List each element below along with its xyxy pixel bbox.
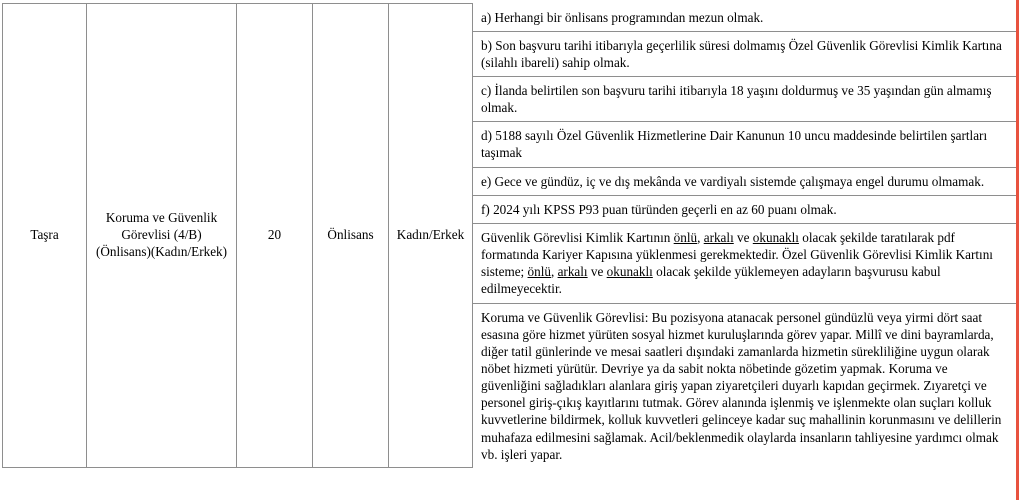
note-seg-5: , (550, 264, 558, 280)
duty-description-row (473, 303, 1017, 468)
requirement-row-c (473, 76, 1017, 121)
education-text: Önlisans (327, 227, 374, 243)
duty-description-text: Koruma ve Güvenlik Görevlisi: Bu pozisyona atanacak personel gündüzlü veya yirmi dört saat esasına göre hizmet yürüten sosyal hizmet kuruluşlarında görev yapar. Millî ve dini bayramlarda, diğer tatil günlerinde ve mesai saatleri dışındaki zamanlarda hizmetin sürekliliğine uygun olarak nöbet hizmeti yürütür. Devriye ya da sabit nokta nöbetinde gözetim yapmak. Koruma ve güvenliğini sağladıkları alanlara giriş yapan ziyaretçileri duyarlı kapıdan geçirmek. Zıyaretçi ve personel giriş-çıkış kayıtlarını tutmak. Görev alanında işlenmiş ve işlenmekte olan suçları kolluk kuvvetlerine bildirmek, kolluk kuvvetleri gelinceye kadar suç mahallinin korunmasını ve delillerin muhafaza edilmesini sağlamak. Acil/beklenmedik olaylarda insanların tahliyesine yardımcı olmak vb. işleri yapar. (473, 303, 1017, 468)
requirement-text-d: d) 5188 sayılı Özel Güvenlik Hizmetlerine Dair Kanunun 10 uncu maddesinde belirtilen şartları taşımak (473, 122, 1017, 167)
cell-requirements (473, 4, 1017, 468)
position-title-line-1: Koruma ve Güvenlik (105, 210, 218, 226)
requirement-text-a: a) Herhangi bir önlisans programından mezun olmak. (473, 4, 1017, 32)
right-margin-accent-rule (1016, 0, 1019, 500)
requirements-list-table (473, 4, 1017, 468)
requirement-row-d (473, 122, 1017, 167)
cell-location (3, 4, 87, 468)
requirement-text-e: e) Gece ve gündüz, iç ve dış mekânda ve vardiyalı sistemde çalışmaya engel durumu olmamak. (473, 167, 1017, 195)
note-seg-1: Güvenlik Görevlisi Kimlik Kartının (481, 229, 674, 245)
cell-quantity (237, 4, 313, 468)
requirement-text-f: f) 2024 yılı KPSS P93 puan türünden geçerli en az 60 puanı olmak. (473, 195, 1017, 223)
note-underline-okunakli-1: okunaklı (752, 229, 799, 245)
id-card-note-row (473, 223, 1017, 303)
note-seg-7: olacak şekilde yüklemeyen adayların başvurusu kabul edilmeyecektir. (481, 264, 941, 297)
note-seg-6: ve (587, 264, 607, 280)
recruitment-requirements-table (2, 3, 1017, 468)
note-underline-onlu-2: önlü (527, 264, 551, 280)
cell-gender (389, 4, 473, 468)
note-underline-arkali-1: arkalı (703, 229, 734, 245)
requirement-row-b (473, 31, 1017, 76)
requirement-text-c: c) İlanda belirtilen son başvuru tarihi itibarıyla 18 yaşını doldurmuş ve 35 yaşından gün almamış olmak. (473, 76, 1017, 121)
note-underline-okunakli-2: okunaklı (606, 264, 653, 280)
requirement-row-a (473, 4, 1017, 32)
position-title-line-2: Görevlisi (4/B) (121, 227, 202, 243)
note-underline-onlu-1: önlü (673, 229, 698, 245)
requirement-text-b: b) Son başvuru tarihi itibarıyla geçerlilik süresi dolmamış Özel Güvenlik Görevlisi Kimlik Kartına (silahlı ibareli) sahip olmak. (473, 31, 1017, 76)
note-seg-2: , (697, 229, 704, 245)
note-seg-3: ve (733, 229, 753, 245)
requirement-row-e (473, 167, 1017, 195)
note-seg-4: olacak şekilde taratılarak pdf formatında Kariyer Kapısına yüklenmesi gerekmektedir. Özel Güvenlik Görevlisi Kimlik Kartını sisteme; (481, 229, 993, 280)
cell-position-title (87, 4, 237, 468)
position-title-line-3: (Önlisans)(Kadın/Erkek) (95, 244, 228, 260)
table-row (3, 4, 1017, 468)
cell-education (313, 4, 389, 468)
note-underline-arkali-2: arkalı (557, 264, 588, 280)
id-card-note-text (473, 223, 1017, 303)
quantity-text: 20 (267, 227, 282, 243)
location-text: Taşra (30, 227, 59, 243)
requirement-row-f (473, 195, 1017, 223)
gender-text: Kadın/Erkek (396, 227, 465, 243)
